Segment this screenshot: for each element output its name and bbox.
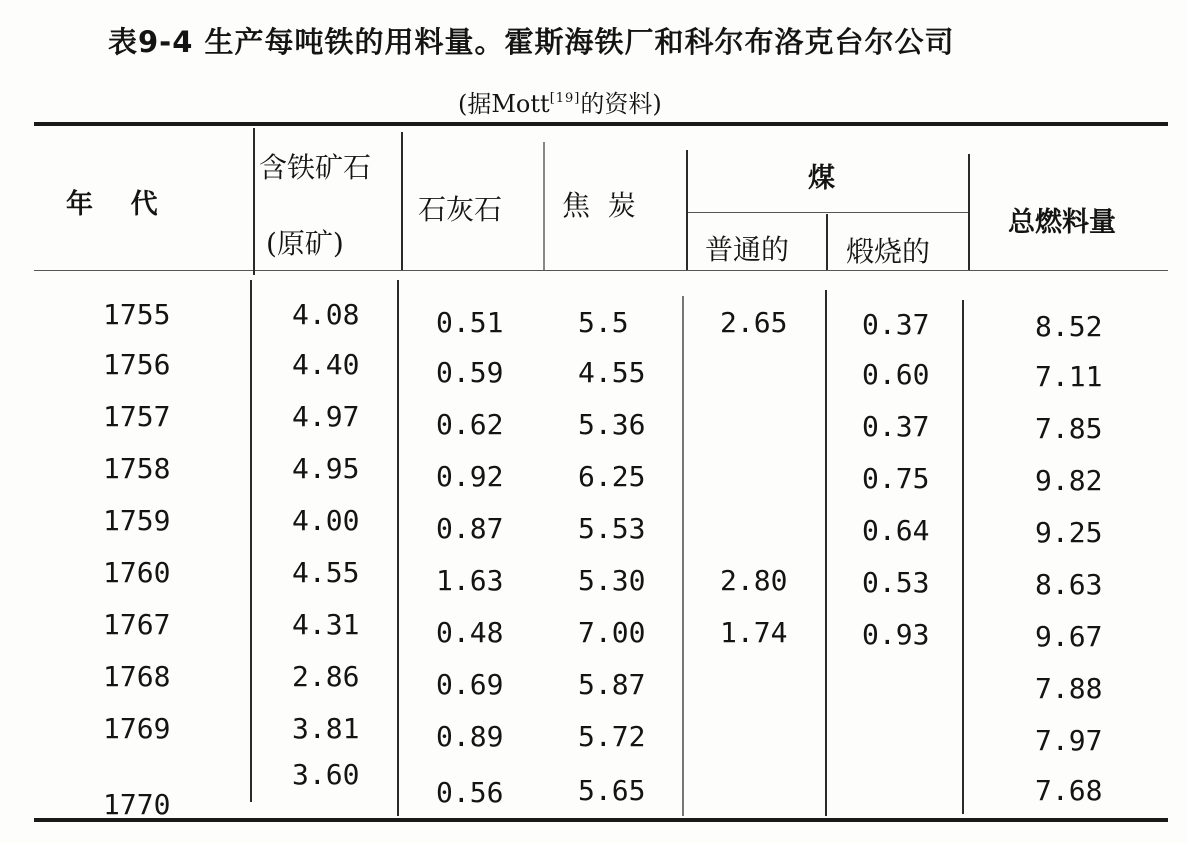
header-coal-calcined: 煅烧的: [846, 235, 931, 268]
cell-iron-ore: 4.97: [292, 400, 360, 433]
table-row: [0, 758, 1187, 821]
cell-year: 1769: [103, 712, 171, 745]
table-title: 表9-4 生产每吨铁的用料量。霍斯海铁厂和科尔布洛克台尔公司: [108, 25, 955, 59]
column-divider-coke: [543, 142, 545, 270]
cell-iron-ore: 4.55: [292, 556, 360, 589]
cell-coal-ordinary: 2.65: [720, 306, 788, 339]
cell-coal-calcined: 0.93: [862, 618, 930, 651]
table-row: [0, 608, 1187, 660]
table-row: [0, 298, 1187, 350]
cell-limestone: 0.89: [436, 720, 504, 753]
cell-coal-calcined: 0.75: [862, 462, 930, 495]
cell-limestone: 0.56: [436, 776, 504, 809]
header-limestone: 石灰石: [418, 193, 503, 226]
column-divider-ore: [253, 128, 255, 275]
cell-year: 1767: [103, 608, 171, 641]
subtitle-suffix: 的资料): [580, 90, 662, 118]
cell-limestone: 0.59: [436, 356, 504, 389]
cell-coke: 5.36: [578, 408, 646, 441]
column-divider-coal: [686, 150, 688, 270]
cell-iron-ore: 4.31: [292, 608, 360, 641]
cell-limestone: 0.48: [436, 616, 504, 649]
table-row: [0, 504, 1187, 556]
cell-coal-calcined: 0.53: [862, 566, 930, 599]
cell-year: 1768: [103, 660, 171, 693]
cell-coke: 5.65: [578, 774, 646, 807]
cell-year: 1755: [103, 298, 171, 331]
cell-coal-ordinary: 1.74: [720, 616, 788, 649]
table-row: [0, 452, 1187, 504]
coal-subheader-rule: [686, 212, 968, 213]
column-divider-coal-sub: [826, 214, 828, 270]
header-coke: 焦 炭: [562, 189, 636, 222]
cell-limestone: 0.92: [436, 460, 504, 493]
cell-year: 1760: [103, 556, 171, 589]
cell-limestone: 0.51: [436, 306, 504, 339]
cell-coal-ordinary: 2.80: [720, 564, 788, 597]
cell-iron-ore: 3.81: [292, 712, 360, 745]
table-row: [0, 348, 1187, 400]
header-coal-ordinary: 普通的: [705, 233, 790, 266]
table-row: [0, 660, 1187, 712]
cell-year: 1759: [103, 504, 171, 537]
cell-limestone: 0.69: [436, 668, 504, 701]
cell-coke: 5.87: [578, 668, 646, 701]
cell-total-fuel: 8.63: [1035, 568, 1103, 601]
cell-total-fuel: 7.85: [1035, 412, 1103, 445]
bottom-rule: [34, 818, 1168, 822]
cell-total-fuel: 7.97: [1035, 724, 1103, 757]
table-subtitle: [458, 84, 662, 119]
cell-iron-ore: 4.40: [292, 348, 360, 381]
cell-iron-ore: 4.95: [292, 452, 360, 485]
cell-year: 1758: [103, 452, 171, 485]
cell-coke: 5.30: [578, 564, 646, 597]
cell-coal-calcined: 0.37: [862, 410, 930, 443]
table-row: [0, 400, 1187, 452]
citation-reference: [19]: [549, 91, 581, 106]
cell-limestone: 0.87: [436, 512, 504, 545]
column-divider-total: [968, 154, 970, 270]
cell-total-fuel: 8.52: [1035, 310, 1103, 343]
cell-total-fuel: 7.88: [1035, 672, 1103, 705]
cell-year: 1756: [103, 348, 171, 381]
cell-iron-ore: 4.00: [292, 504, 360, 537]
cell-iron-ore: 2.86: [292, 660, 360, 693]
header-separator-rule: [34, 270, 1168, 271]
cell-coke: 4.55: [578, 356, 646, 389]
table-row: [0, 556, 1187, 608]
header-ore-line2: (原矿): [266, 227, 344, 260]
cell-coal-calcined: 0.60: [862, 358, 930, 391]
cell-coke: 5.5: [578, 306, 629, 339]
cell-total-fuel: 9.67: [1035, 620, 1103, 653]
header-year: 年 代: [66, 189, 158, 220]
cell-iron-ore: 4.08: [292, 298, 360, 331]
subtitle-prefix: (据Mott: [458, 90, 550, 118]
cell-year: 1757: [103, 400, 171, 433]
header-total-fuel: 总燃料量: [1008, 207, 1116, 238]
cell-coke: 6.25: [578, 460, 646, 493]
cell-coal-calcined: 0.37: [862, 308, 930, 341]
cell-year: 1770: [103, 788, 171, 821]
cell-iron-ore: 3.60: [292, 758, 360, 791]
cell-total-fuel: 9.25: [1035, 516, 1103, 549]
cell-coke: 7.00: [578, 616, 646, 649]
cell-total-fuel: 7.68: [1035, 774, 1103, 807]
cell-limestone: 1.63: [436, 564, 504, 597]
cell-total-fuel: 7.11: [1035, 360, 1103, 393]
header-coal: 煤: [808, 163, 835, 194]
column-divider-limestone: [401, 132, 403, 270]
cell-coke: 5.53: [578, 512, 646, 545]
cell-coal-calcined: 0.64: [862, 514, 930, 547]
top-rule: [34, 122, 1168, 126]
cell-coke: 5.72: [578, 720, 646, 753]
cell-total-fuel: 9.82: [1035, 464, 1103, 497]
table-row: [0, 712, 1187, 764]
header-ore-line1: 含铁矿石: [259, 151, 372, 184]
cell-limestone: 0.62: [436, 408, 504, 441]
